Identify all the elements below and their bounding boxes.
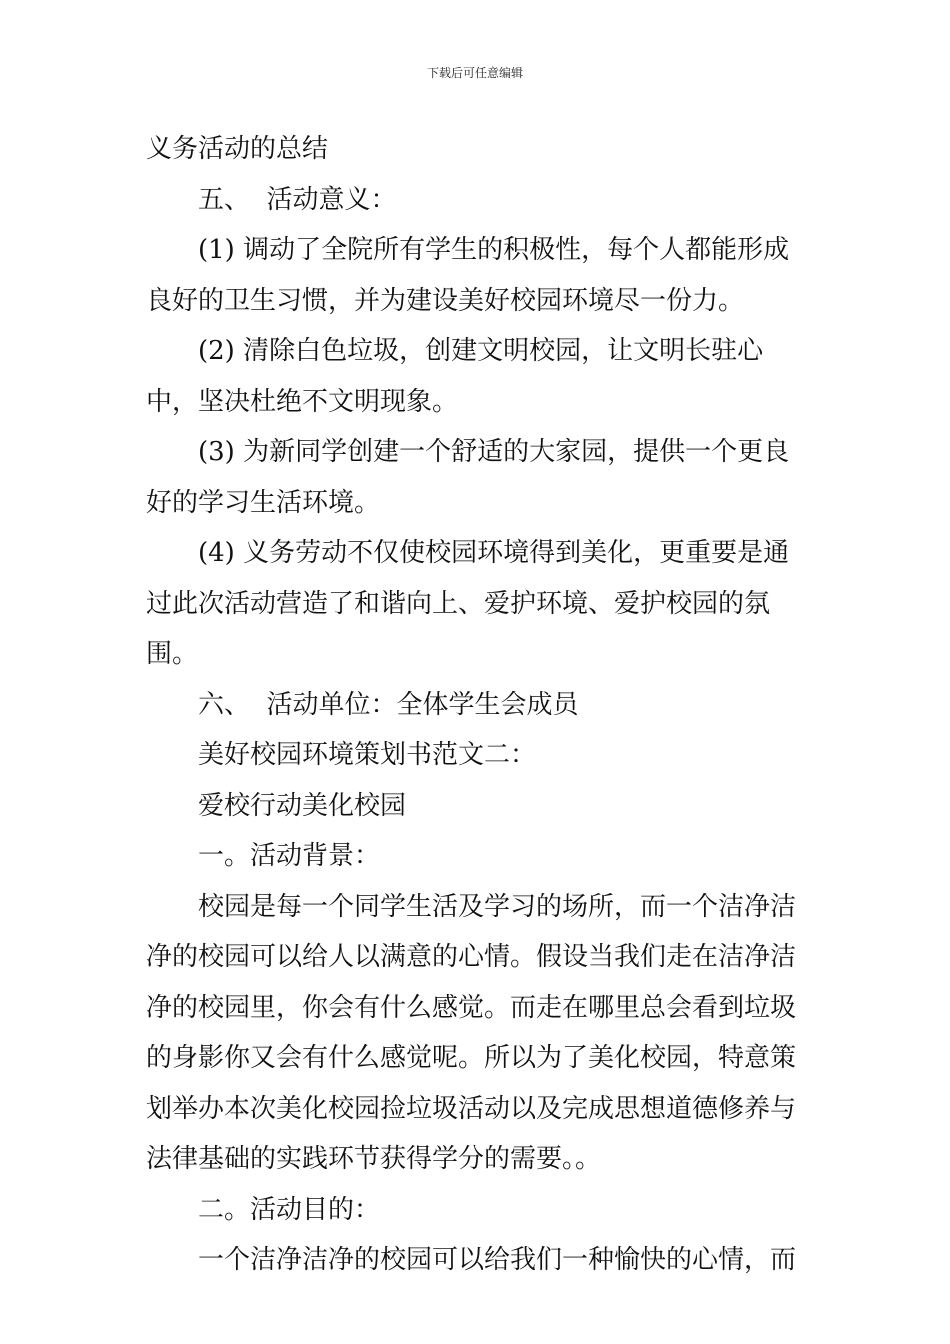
section-heading: 五、 活动意义： (198, 184, 397, 215)
section-heading: 六、 活动单位：全体学生会成员 (198, 689, 579, 720)
paragraph: 一个洁净洁净的校园可以给我们一种愉快的心情，而 (198, 1245, 797, 1275)
page-header: 下载后可任意编辑 (426, 66, 523, 80)
list-item: (1) 调动了全院所有学生的积极性，每个人都能形成良好的卫生习惯，并为建设美好校园环境尽一份力。 (146, 235, 790, 316)
section-heading: 一。活动背景： (198, 841, 381, 871)
document-title: 爱校行动美化校园 (198, 790, 407, 821)
paragraph: 义务活动的总结 (146, 134, 329, 164)
paragraph: 校园是每一个同学生活及学习的场所，而一个洁净洁净的校园可以给人以满意的心情。假设当我们走在洁净洁净的校园里，你会有什么感觉。而走在哪里总会看到垃圾的身影你又会有什么感觉呢。所以为了美化校园，特意策划举办本次美化校园捡垃圾活动以及完成思想道德修养与法律基础的实践环节获得学分的需要。。 (146, 891, 797, 1174)
document-body (146, 124, 812, 1286)
section-heading: 二。活动目的： (198, 1194, 381, 1225)
list-item: (3) 为新同学创建一个舒适的大家园，提供一个更良好的学习生活环境。 (146, 437, 790, 518)
list-item: (2) 清除白色垃圾，创建文明校园，让文明长驻心中，坚决杜绝不文明现象。 (146, 336, 764, 417)
list-item: (4) 义务劳动不仅使校园环境得到美化，更重要是通过此次活动营造了和谐向上、爱护环境、爱护校园的氛围。 (146, 538, 790, 669)
subtitle: 美好校园环境策划书范文二： (198, 740, 537, 770)
